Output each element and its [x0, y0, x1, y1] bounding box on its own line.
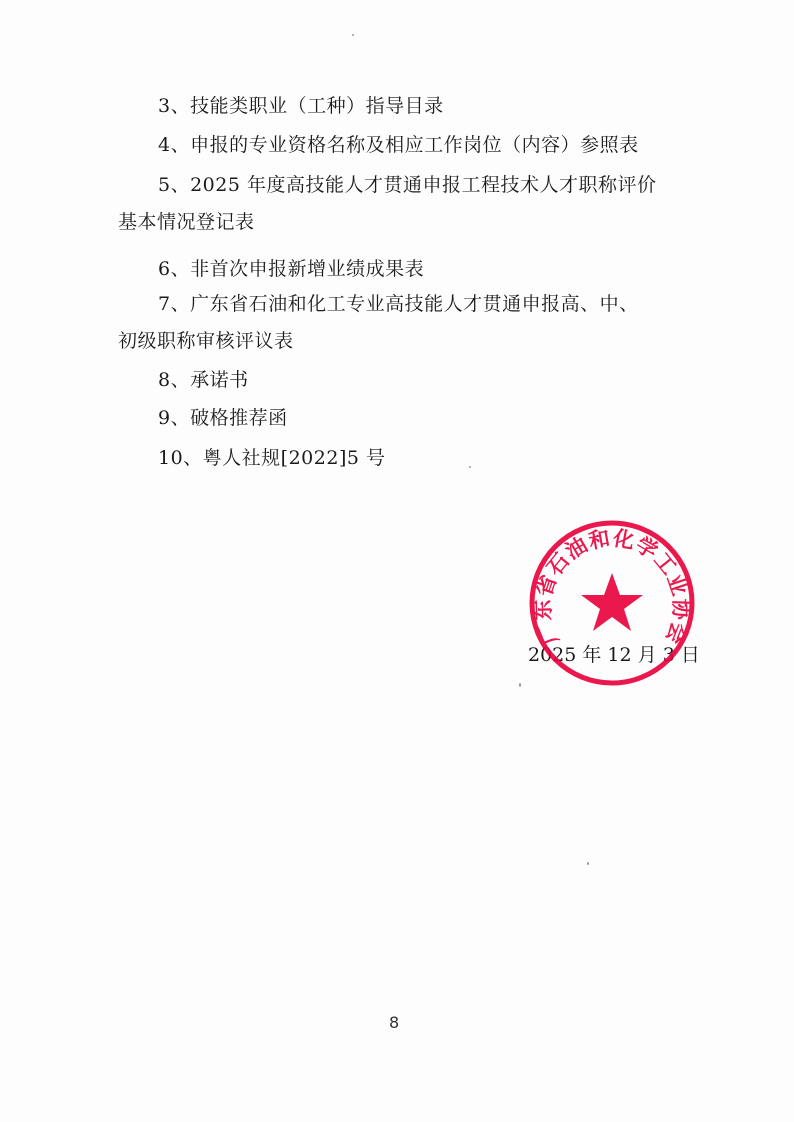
seal-text: 广东省石油和化学工业协会	[530, 525, 694, 649]
list-item-3: 3、技能类职业（工种）指导目录	[158, 95, 444, 117]
list-item-4: 4、申报的专业资格名称及相应工作岗位（内容）参照表	[158, 134, 639, 156]
list-item-10: 10、粤人社规[2022]5 号	[158, 447, 386, 469]
list-item-7-line2: 初级职称审核评议表	[118, 330, 294, 352]
list-item-6: 6、非首次申报新增业绩成果表	[158, 258, 425, 280]
scan-speck	[469, 466, 471, 468]
list-item-9: 9、破格推荐函	[158, 407, 288, 429]
seal-star-icon	[581, 573, 643, 631]
list-item-8: 8、承诺书	[158, 369, 249, 391]
page-number: 8	[389, 1013, 400, 1032]
list-item-7-line1: 7、广东省石油和化工专业高技能人才贯通申报高、中、	[158, 293, 639, 315]
scan-speck	[519, 683, 521, 687]
official-seal-stamp	[527, 518, 697, 688]
date-text: 2025 年 12 月 3 日	[528, 644, 700, 666]
scan-speck	[587, 862, 589, 865]
list-item-5-line1: 5、2025 年度高技能人才贯通申报工程技术人才职称评价	[158, 174, 657, 196]
list-item-5-line2: 基本情况登记表	[118, 211, 255, 233]
scan-speck	[352, 34, 354, 36]
